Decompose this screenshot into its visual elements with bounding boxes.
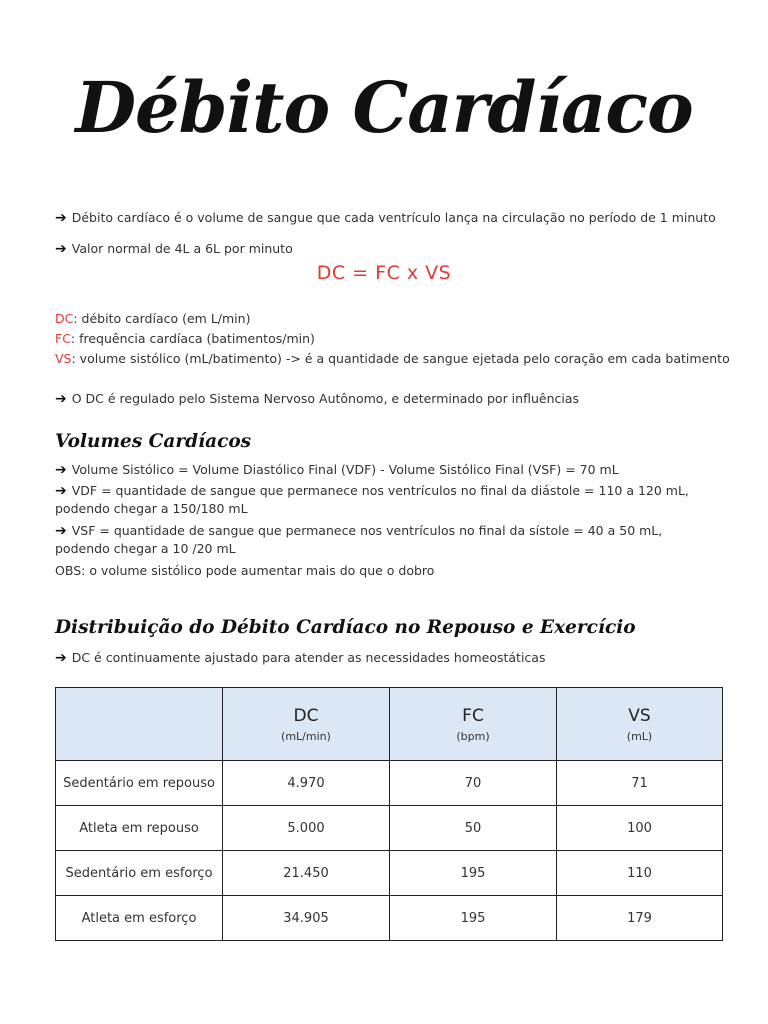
cell-dc: 34.905: [223, 896, 390, 941]
formula: DC = FC x VS: [316, 262, 452, 284]
definition-fc: [55, 330, 315, 348]
definition-vs: [55, 350, 730, 368]
column-unit: (mL): [626, 729, 653, 743]
row-label: Sedentário em repouso: [56, 761, 223, 806]
cardiac-output-table: [55, 687, 723, 941]
arrow-right-icon: ➔: [55, 241, 67, 257]
row-label: Atleta em esforço: [56, 896, 223, 941]
arrow-right-icon: ➔: [55, 462, 67, 478]
section-heading-distribution: Distribuição do Débito Cardíaco no Repouso e Exercício: [55, 617, 636, 638]
cell-vs: 71: [557, 761, 723, 806]
row-label: Atleta em repouso: [56, 806, 223, 851]
cell-fc: 195: [390, 851, 557, 896]
page-title: Débito Cardíaco: [75, 66, 693, 149]
table-header-dc: [223, 688, 390, 761]
distribution-note: [55, 649, 545, 667]
table-row: [56, 761, 723, 806]
regulation-text: O DC é regulado pelo Sistema Nervoso Autônomo, e determinado por influências: [71, 391, 580, 406]
column-label: FC: [462, 705, 484, 726]
definition-abbr: VS: [55, 351, 72, 366]
volume-item-1: [55, 461, 619, 479]
volume-item-text: VSF = quantidade de sangue que permanece nos ventrículos no final da sístole = 40 a 50 mL, podendo chegar a 10 /20 mL: [55, 523, 663, 556]
column-label: VS: [628, 705, 651, 726]
table-header-vs: [557, 688, 723, 761]
table-row: [56, 896, 723, 941]
table-header-fc: [390, 688, 557, 761]
arrow-right-icon: ➔: [55, 391, 67, 407]
definition-abbr: FC: [55, 331, 71, 346]
cell-fc: 195: [390, 896, 557, 941]
cell-dc: 21.450: [223, 851, 390, 896]
definition-text: : volume sistólico (mL/batimento) -> é a quantidade de sangue ejetada pelo coração em cada batimento: [71, 351, 730, 366]
cell-vs: 110: [557, 851, 723, 896]
cell-vs: 179: [557, 896, 723, 941]
definition-text: : frequência cardíaca (batimentos/min): [70, 331, 315, 346]
definition-text: : débito cardíaco (em L/min): [73, 311, 251, 326]
volume-item-3: [55, 522, 720, 558]
definition-abbr: DC: [55, 311, 74, 326]
arrow-right-icon: ➔: [55, 523, 67, 539]
intro-text-1: Débito cardíaco é o volume de sangue que cada ventrículo lança na circulação no período de 1 minuto: [71, 210, 716, 225]
table-header-empty: [56, 688, 223, 761]
row-label: Sedentário em esforço: [56, 851, 223, 896]
volume-item-2: [55, 482, 720, 518]
distribution-note-text: DC é continuamente ajustado para atender as necessidades homeostáticas: [71, 650, 546, 665]
table-header-row: [56, 688, 723, 761]
volume-item-text: Volume Sistólico = Volume Diastólico Final (VDF) - Volume Sistólico Final (VSF) = 70 mL: [71, 462, 619, 477]
volume-item-text: VDF = quantidade de sangue que permanece nos ventrículos no final da diástole = 110 a 120 mL, podendo chegar a 150/180 mL: [55, 483, 689, 516]
column-unit: (mL/min): [281, 729, 331, 743]
arrow-right-icon: ➔: [55, 650, 67, 666]
section-heading-volumes: Volumes Cardíacos: [55, 431, 252, 452]
intro-text-2: Valor normal de 4L a 6L por minuto: [71, 241, 293, 256]
cell-fc: 70: [390, 761, 557, 806]
regulation-line: [55, 390, 579, 408]
cell-vs: 100: [557, 806, 723, 851]
cell-fc: 50: [390, 806, 557, 851]
cell-dc: 5.000: [223, 806, 390, 851]
definition-dc: [55, 310, 250, 328]
arrow-right-icon: ➔: [55, 210, 67, 226]
column-label: DC: [293, 705, 319, 726]
volume-obs: OBS: o volume sistólico pode aumentar mais do que o dobro: [55, 563, 435, 578]
table-row: [56, 806, 723, 851]
column-unit: (bpm): [456, 729, 490, 743]
cell-dc: 4.970: [223, 761, 390, 806]
intro-line-2: [55, 240, 293, 258]
table-row: [56, 851, 723, 896]
arrow-right-icon: ➔: [55, 483, 67, 499]
intro-line-1: [55, 209, 716, 227]
